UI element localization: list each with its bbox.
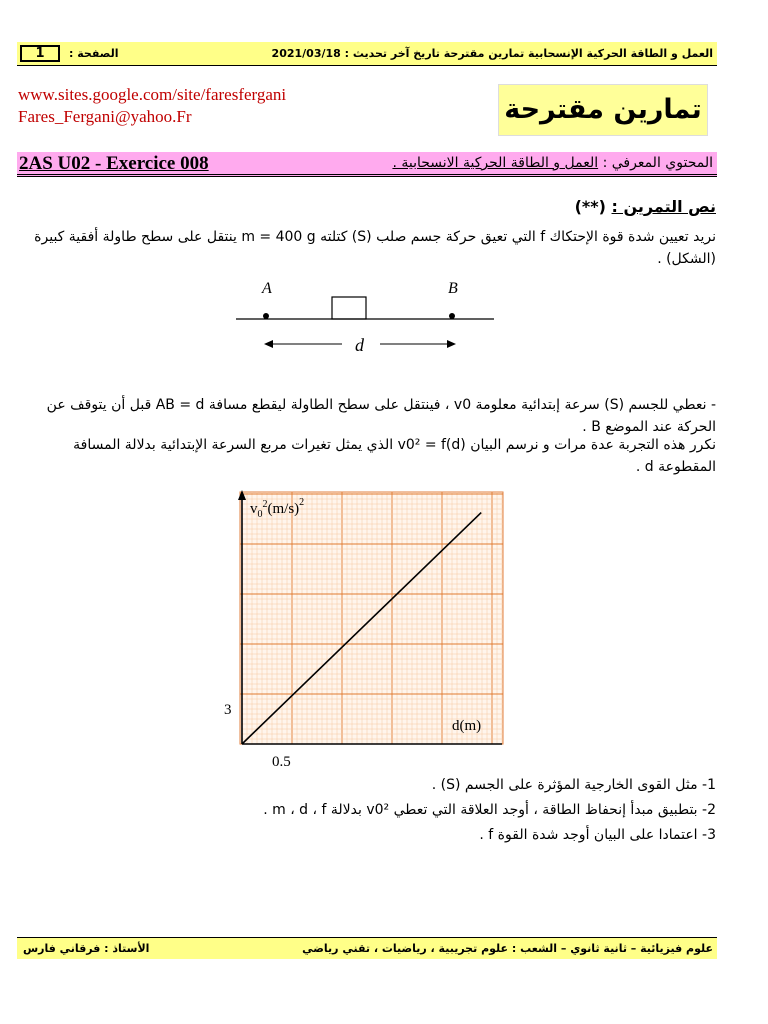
y-axis-label: $v_0^2(m/s)^2$ <box>250 497 305 520</box>
footer-bar <box>17 937 717 959</box>
v0-squared-vs-d-chart <box>220 488 510 778</box>
difficulty: (**) <box>574 197 606 216</box>
content-label-key: المحتوي المعرفي : <box>602 155 713 171</box>
content-label <box>392 155 713 171</box>
label-a: A <box>262 280 272 297</box>
exercise-code: 2AS U02 - Exercice 008 <box>19 153 209 174</box>
x-tick-label: 0.5 <box>272 754 291 770</box>
website-link[interactable]: www.sites.google.com/site/faresfergani <box>18 85 287 104</box>
header-course-info: العمل و الطاقة الحركية الإنسحابية تمارين مقترحة تاريخ آخر تحديث : 2021/03/18 <box>271 47 713 60</box>
point-a <box>263 313 269 319</box>
content-label-value: العمل و الطاقة الحركية الانسحابية . <box>392 155 599 171</box>
question-2: 2- بتطبيق مبدأ إنحفاظ الطاقة ، أوجد العلاقة التي تعطي v0² بدلالة m ، d ، f . <box>263 802 716 818</box>
table-figure <box>230 275 510 360</box>
arrow-head-left <box>264 340 273 348</box>
page-number: 1 <box>20 45 60 62</box>
label-b: B <box>448 280 458 297</box>
page-label: الصفحة : <box>69 47 119 60</box>
arrow-head-right <box>447 340 456 348</box>
page-title: تمارين مقترحة <box>498 84 708 136</box>
x-axis-label: d(m) <box>452 718 482 734</box>
statement-heading <box>575 197 716 216</box>
statement-paragraph-1: نريد تعيين شدة قوة الإحتكاك f التي تعيق حركة جسم صلب (S) كتلته m = 400 g ينتقل على سطح طاولة أفقية كبيرة (الشكل) . <box>34 229 716 267</box>
teacher-name: الأستاذ : فرقاني فارس <box>23 942 150 955</box>
top-header-bar <box>17 42 717 66</box>
contact-links <box>18 84 286 128</box>
label-d: d <box>355 335 364 355</box>
course-level: علوم فيزيائية – ثانية ثانوي – الشعب : علوم تجريبية ، رياضيات ، تقني رياضي <box>302 942 713 955</box>
y-tick-label: 3 <box>224 702 232 718</box>
question-3: 3- اعتمادا على البيان أوجد شدة القوة f . <box>479 827 716 843</box>
exercise-bar <box>17 152 717 177</box>
email-link[interactable]: Fares_Fergani@yahoo.Fr <box>18 107 192 126</box>
statement-paragraph-2: - نعطي للجسم (S) سرعة إبتدائية معلومة v0 ، فينتقل على سطح الطاولة ليقطع مسافة AB = d قبل أن يتوقف عن الحركة عند الموضع B . <box>46 397 716 435</box>
solid-block <box>332 297 366 319</box>
statement-heading-label: نص التمرين : <box>611 197 716 216</box>
statement-paragraph-3: نكرر هذه التجربة عدة مرات و نرسم البيان v0² = f(d) الذي يمثل تغيرات مربع السرعة الإبتدائية بدلالة المسافة المقطوعة d . <box>73 437 716 475</box>
point-b <box>449 313 455 319</box>
question-1: 1- مثل القوى الخارجية المؤثرة على الجسم (S) . <box>431 777 716 793</box>
